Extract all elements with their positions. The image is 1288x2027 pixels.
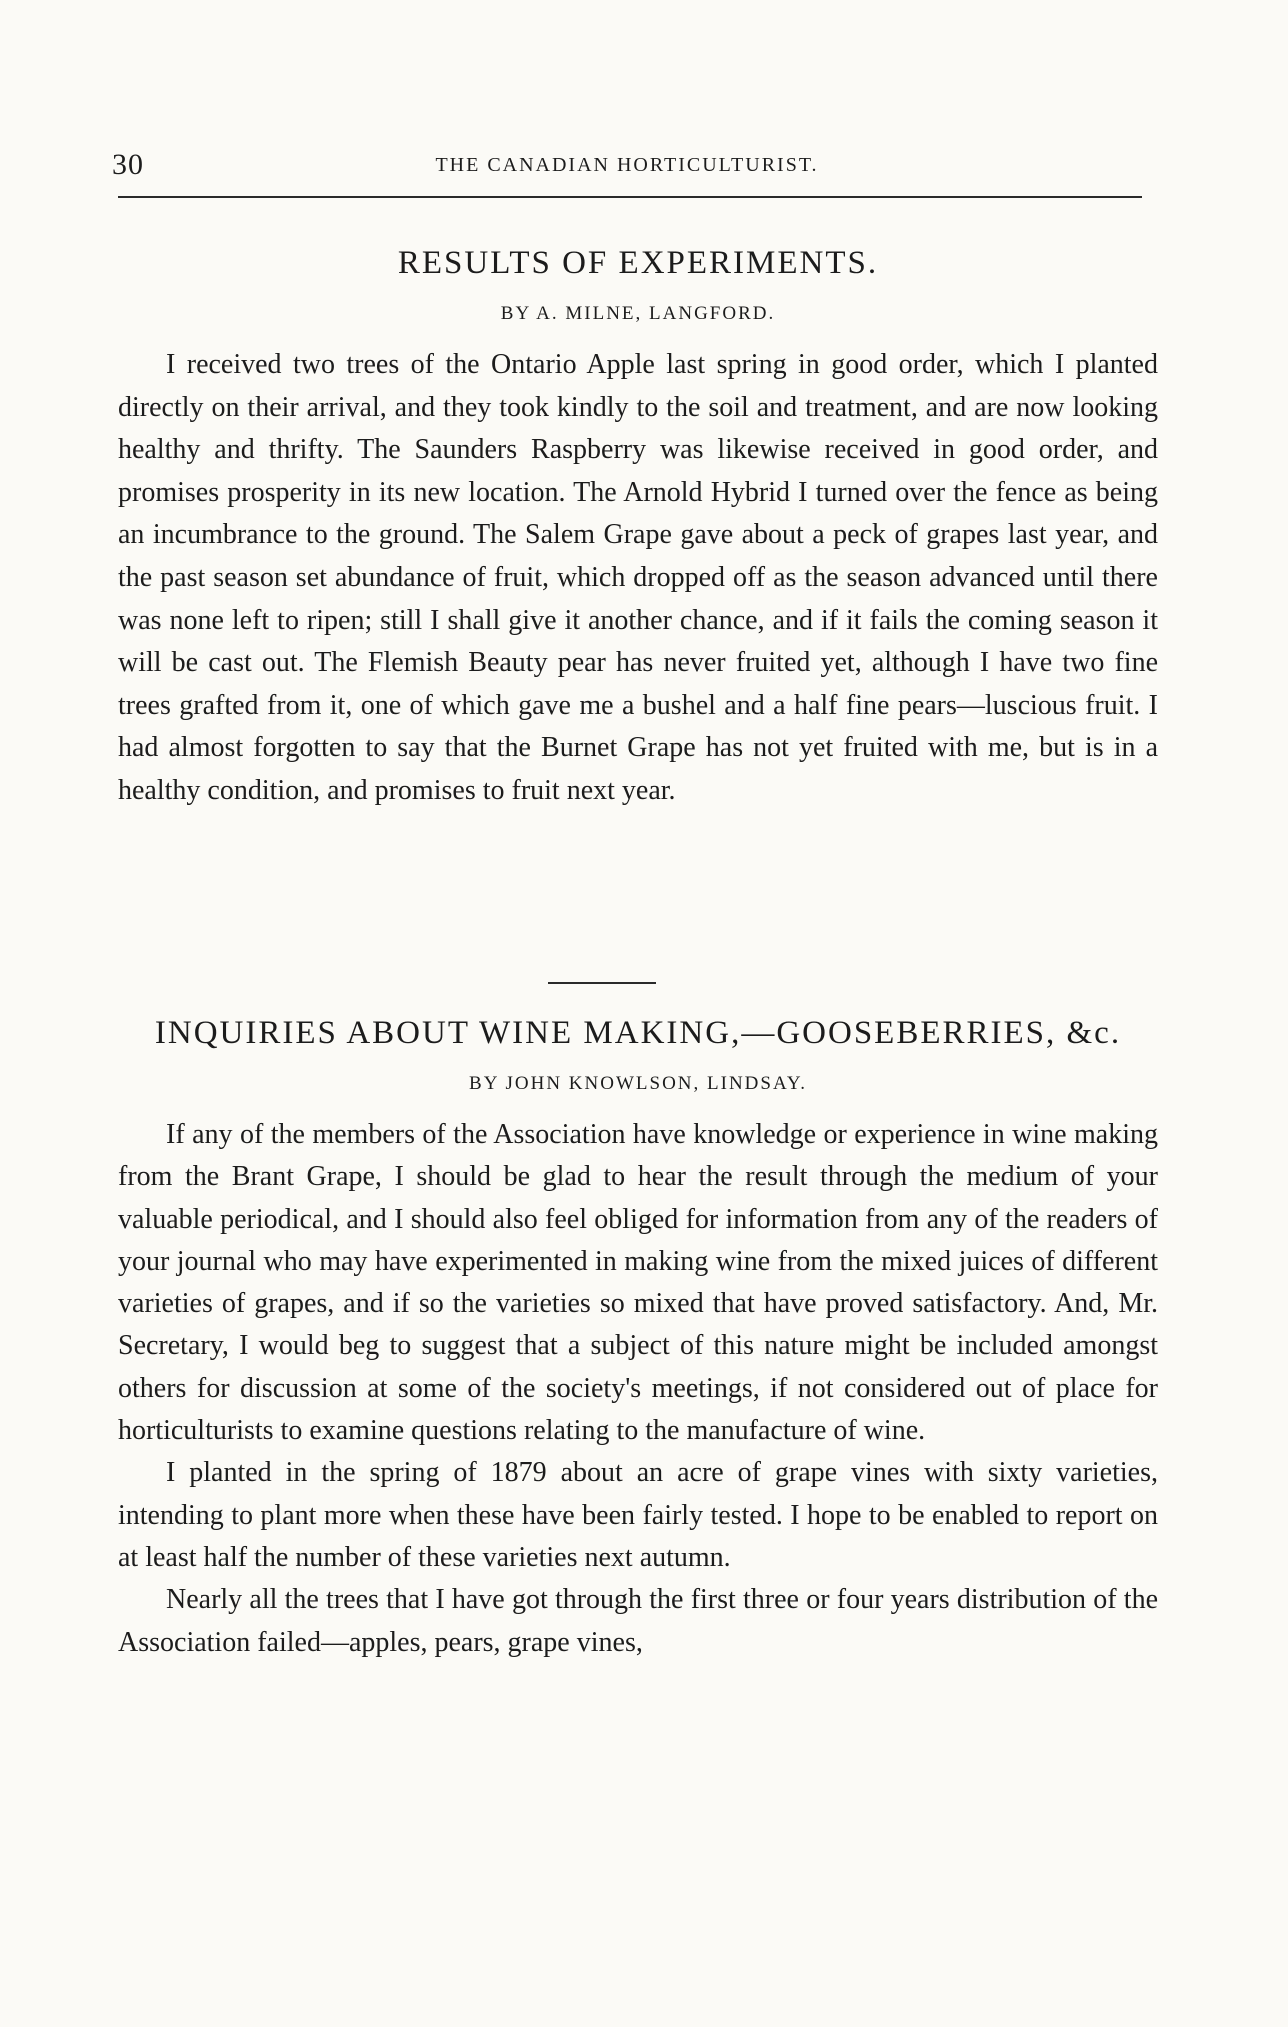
header-rule bbox=[118, 196, 1142, 198]
article-title: RESULTS OF EXPERIMENTS. bbox=[397, 245, 879, 281]
journal-title: THE CANADIAN HORTICULTURIST. bbox=[435, 154, 819, 176]
running-head bbox=[112, 148, 1142, 181]
article-title: INQUIRIES ABOUT WINE MAKING,—GOOSEBERRIES, &c. bbox=[154, 1015, 1122, 1051]
article-paragraph: I received two trees of the Ontario Apple last spring in good order, which I planted directly on their arrival, and they took kindly to the soil and treatment, and are now looking healthy and thrifty. The Saunders Raspberry was likewise received in good order, and promises prosperity in its new location. The Arnold Hybrid I turned over the fence as being an incumbrance to the ground. The Salem Grape gave about a peck of grapes last year, and the past season set abundance of fruit, which dropped off as the season advanced until there was none left to ripen; still I shall give it another chance, and if it fails the coming season it will be cast out. The Flemish Beauty pear has never fruited yet, although I have two fine trees grafted from it, one of which gave me a bushel and a half fine pears—luscious fruit. I had almost forgotten to say that the Burnet Grape has not yet fruited with me, but is in a healthy condition, and promises to fruit next year. bbox=[118, 349, 1158, 806]
article-byline: BY JOHN KNOWLSON, LINDSAY. bbox=[469, 1073, 807, 1094]
article-inquiries-about-wine-making bbox=[118, 1010, 1158, 1664]
page-number: 30 bbox=[112, 148, 144, 181]
article-byline: BY A. MILNE, LANGFORD. bbox=[500, 303, 776, 324]
article-paragraph: If any of the members of the Association have knowledge or experience in wine making from the Brant Grape, I should be glad to hear the result through the medium of your valuable periodical, and I should also feel obliged for information from any of the readers of your journal who may have experimented in making wine from the mixed juices of different varieties of grapes, and if so the varieties so mixed that have proved satisfactory. And, Mr. Secretary, I would beg to suggest that a subject of this nature might be included amongst others for discussion at some of the society's meetings, if not considered out of place for horticulturists to examine questions relating to the manufacture of wine. bbox=[118, 1119, 1158, 1447]
section-divider bbox=[548, 982, 656, 984]
article-paragraph: Nearly all the trees that I have got through the first three or four years distribution of the Association failed—apples, pears, grape vines, bbox=[118, 1584, 1158, 1658]
article-results-of-experiments bbox=[118, 240, 1158, 813]
article-paragraph: I planted in the spring of 1879 about an acre of grape vines with sixty varieties, intending to plant more when these have been fairly tested. I hope to be enabled to report on at least half the number of these varieties next autumn. bbox=[118, 1457, 1158, 1573]
